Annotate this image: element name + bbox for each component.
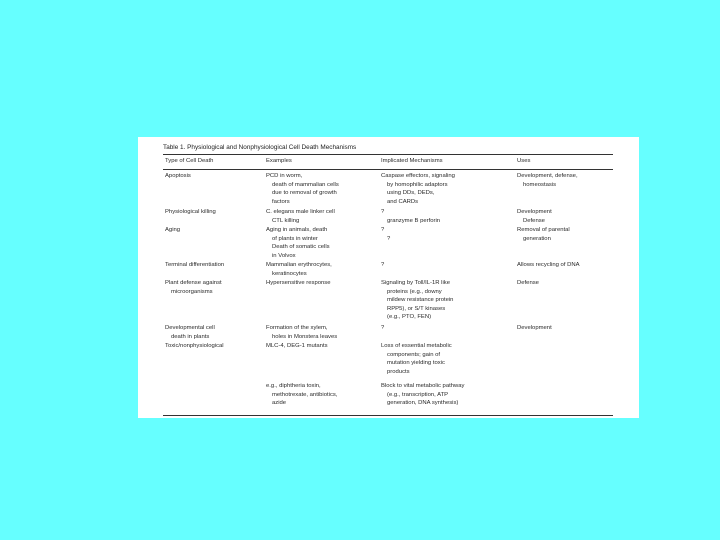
header-type: Type of Cell Death	[165, 158, 214, 164]
cell-line: Defense	[523, 217, 545, 224]
cell-line: Plant defense against	[165, 280, 222, 286]
cell-line: Hypersensitive response	[266, 280, 331, 286]
cell-line: MLC-4, DEG-1 mutants	[266, 343, 328, 349]
cell-line: and CARDs	[387, 198, 419, 205]
cell-line: Block to vital metabolic pathway	[381, 383, 465, 389]
cell-line: microorganisms	[171, 288, 213, 295]
uses-cell	[517, 172, 578, 189]
cell-line: Apoptosis	[165, 173, 191, 179]
mechanisms-cell	[381, 324, 384, 333]
examples-cell	[266, 279, 331, 288]
table-figure	[138, 137, 639, 418]
cell-line: e.g., diphtheria toxin,	[266, 383, 321, 389]
cell-line: mildew resistance protein	[387, 297, 454, 304]
cell-line: RPP5), or S/T kinases	[387, 305, 446, 312]
cell-line: azide	[272, 400, 287, 407]
cell-line: Development, defense,	[517, 173, 578, 179]
cell-line: keratinocytes	[272, 270, 307, 277]
examples-cell	[266, 172, 339, 206]
cell-line: granzyme B perforin	[387, 217, 441, 224]
cell-line: Developmental cell	[165, 325, 215, 331]
cell-line: death in plants	[171, 333, 210, 340]
cell-line: methotrexate, antibiotics,	[272, 391, 338, 398]
mechanisms-cell	[381, 342, 452, 376]
cell-line: using DDs, DEDs,	[387, 190, 435, 197]
cell-line: Mammalian erythrocytes,	[266, 262, 332, 268]
header-examples: Examples	[266, 158, 292, 164]
examples-cell	[266, 342, 328, 351]
cell-line: generation	[523, 235, 551, 242]
mechanisms-cell	[381, 208, 440, 225]
cell-line: mutation yielding toxic	[387, 360, 445, 367]
type-cell	[165, 342, 224, 351]
mechanisms-cell	[381, 261, 384, 270]
cell-line: death of mammalian cells	[272, 181, 339, 188]
cell-line: ?	[381, 227, 385, 233]
examples-cell	[266, 261, 332, 278]
cell-line: components; gain of	[387, 351, 441, 358]
cell-line: Aging	[165, 227, 181, 233]
cell-line: homeostasis	[523, 181, 557, 188]
type-cell	[165, 208, 216, 217]
top-rule	[163, 154, 613, 155]
cell-line: (e.g., transcription, ATP	[387, 391, 449, 398]
cell-line: products	[387, 368, 410, 375]
type-cell	[165, 172, 191, 181]
cell-line: Signaling by Toll/IL-1R like	[381, 280, 450, 286]
uses-cell	[517, 208, 552, 225]
cell-line: in Volvox	[272, 252, 296, 259]
examples-cell	[266, 208, 335, 225]
uses-cell	[517, 324, 552, 333]
cell-line: Death of somatic cells	[272, 244, 330, 251]
cell-line: Development	[517, 325, 552, 331]
cell-line: Removal of parental	[517, 227, 570, 233]
type-cell	[165, 261, 224, 270]
cell-line: holes in Monstera leaves	[272, 333, 338, 340]
mechanisms-cell	[381, 172, 455, 206]
cell-line: factors	[272, 198, 290, 205]
mechanisms-cell	[381, 279, 453, 322]
examples-cell	[266, 382, 338, 408]
cell-line: due to removal of growth	[272, 190, 337, 197]
type-cell	[165, 279, 222, 296]
table-caption: Table 1. Physiological and Nonphysiological Cell Death Mechanisms	[163, 144, 357, 151]
cell-line: Caspase effectors, signaling	[381, 173, 455, 179]
cell-line: Formation of the xylem,	[266, 325, 328, 331]
cell-line: generation, DNA synthesis)	[387, 400, 459, 407]
cell-line: (e.g., PTO, FEN)	[387, 314, 432, 321]
bottom-rule	[163, 415, 613, 416]
cell-line: of plants in winter	[272, 235, 318, 242]
examples-cell	[266, 226, 330, 260]
type-cell	[165, 226, 180, 235]
cell-line: ?	[381, 262, 385, 268]
cell-line: Defense	[517, 280, 539, 286]
uses-cell	[517, 226, 570, 243]
cell-line: C. elegans male linker cell	[266, 209, 335, 215]
uses-cell	[517, 261, 580, 270]
cell-line: by homophilic adaptors	[387, 181, 448, 188]
examples-cell	[266, 324, 337, 341]
type-cell	[165, 324, 215, 341]
cell-line: ?	[387, 235, 391, 242]
cell-line: Development	[517, 209, 552, 215]
cell-line: Toxic/nonphysiological	[165, 343, 224, 349]
header-mechanisms: Implicated Mechanisms	[381, 158, 443, 164]
header-rule	[163, 169, 613, 170]
cell-line: PCD in worm,	[266, 173, 303, 179]
cell-line: CTL killing	[272, 217, 300, 224]
cell-line: Aging in animals, death	[266, 227, 328, 233]
mechanisms-cell	[381, 226, 390, 243]
cell-line: Allows recycling of DNA	[517, 262, 580, 268]
header-uses: Uses	[517, 158, 531, 164]
uses-cell	[517, 279, 539, 288]
cell-line: proteins (e.g., downy	[387, 288, 442, 295]
cell-line: Loss of essential metabolic	[381, 343, 452, 349]
cell-line: Physiological killing	[165, 209, 216, 215]
cell-line: ?	[381, 209, 385, 215]
mechanisms-cell	[381, 382, 465, 408]
cell-line: Terminal differentiation	[165, 262, 225, 268]
cell-line: ?	[381, 325, 385, 331]
